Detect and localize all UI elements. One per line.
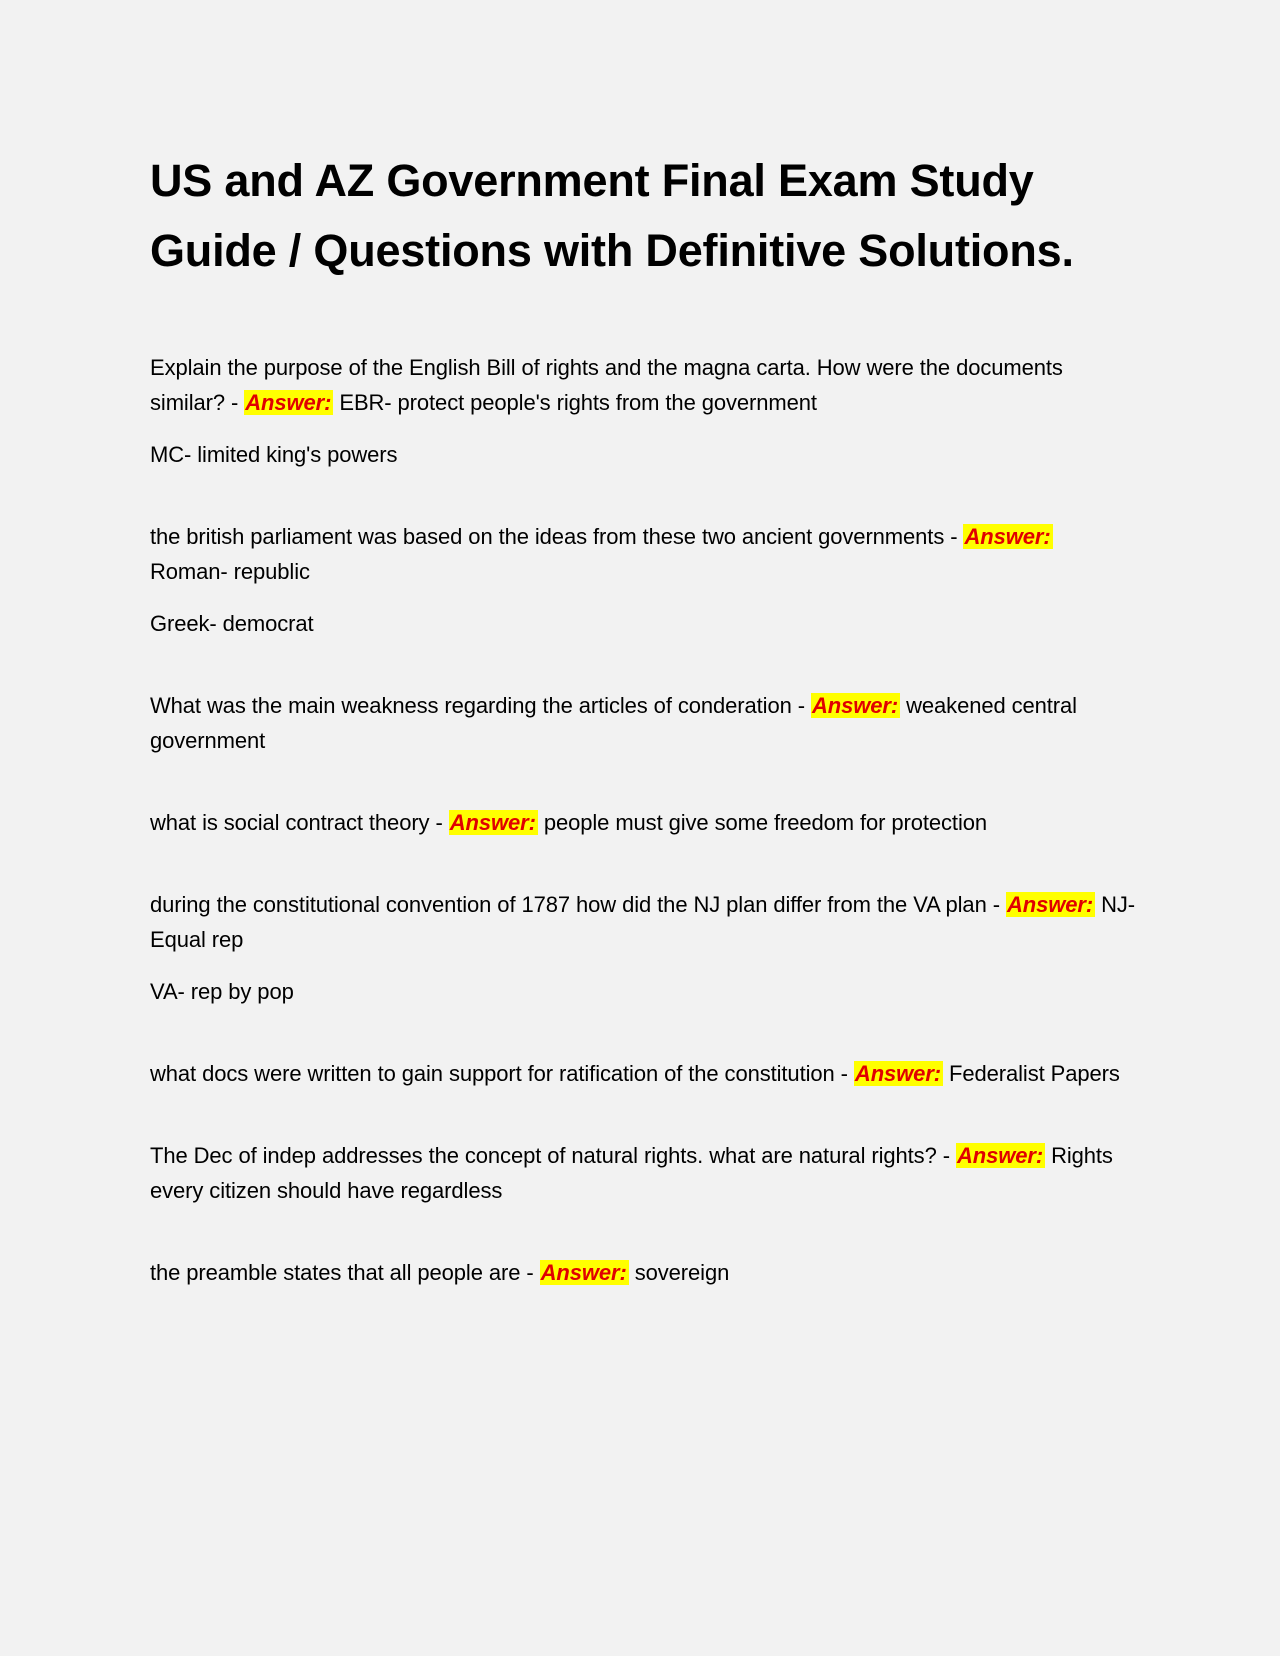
- answer-label: Answer:: [956, 1143, 1044, 1168]
- answer-text: people must give some freedom for protection: [543, 810, 988, 835]
- question-text: What was the main weakness regarding the articles of conderation -: [150, 693, 811, 718]
- qa-paragraph: [150, 887, 1135, 957]
- qa-paragraph: [150, 1056, 1135, 1091]
- answer-label: Answer:: [245, 390, 332, 415]
- qa-paragraph: [150, 1138, 1135, 1208]
- question-text: what docs were written to gain support for ratification of the constitution -: [150, 1061, 854, 1086]
- answer-text: EBR- protect people's rights from the government: [339, 390, 817, 415]
- qa-paragraph: [150, 805, 1135, 840]
- answer-text: Roman- republic: [150, 559, 310, 584]
- answer-text: NJ- Equal rep: [150, 892, 1136, 952]
- qa-item: [150, 519, 1135, 641]
- question-text: during the constitutional convention of 1787 how did the NJ plan differ from the VA plan -: [150, 892, 1006, 917]
- qa-item: [150, 350, 1135, 472]
- qa-paragraph: [150, 519, 1135, 589]
- question-text: Explain the purpose of the English Bill of rights and the magna carta. How were the documents similar? -: [150, 355, 1063, 415]
- answer-text: Rights every citizen should have regardless: [150, 1143, 1113, 1203]
- question-text: The Dec of indep addresses the concept of natural rights. what are natural rights? -: [150, 1143, 956, 1168]
- answer-continuation: VA- rep by pop: [150, 979, 294, 1004]
- qa-paragraph: [150, 350, 1135, 420]
- answer-text: sovereign: [634, 1260, 730, 1285]
- qa-paragraph: [150, 1255, 1135, 1290]
- question-text: what is social contract theory -: [150, 810, 449, 835]
- answer-label: Answer:: [854, 1061, 942, 1086]
- answer-label: Answer:: [449, 810, 536, 835]
- answer-continuation: Greek- democrat: [150, 611, 314, 636]
- qa-paragraph: [150, 688, 1135, 758]
- answer-label: Answer:: [811, 693, 899, 718]
- qa-list: [150, 350, 1135, 1290]
- qa-item: [150, 1056, 1135, 1091]
- question-text: the preamble states that all people are -: [150, 1260, 540, 1285]
- document-title: US and AZ Government Final Exam Study Guide / Questions with Definitive Solutions.: [150, 155, 1074, 276]
- qa-item: [150, 688, 1135, 758]
- qa-item: [150, 805, 1135, 840]
- answer-label: Answer:: [1006, 892, 1094, 917]
- answer-continuation: MC- limited king's powers: [150, 442, 398, 467]
- question-text: the british parliament was based on the ideas from these two ancient governments -: [150, 524, 964, 549]
- qa-item: [150, 1138, 1135, 1208]
- qa-item: [150, 887, 1135, 1009]
- answer-label: Answer:: [964, 524, 1051, 549]
- document-content: [150, 146, 1135, 1337]
- answer-label: Answer:: [540, 1260, 627, 1285]
- answer-text: Federalist Papers: [949, 1061, 1120, 1086]
- qa-item: [150, 1255, 1135, 1290]
- answer-text: weakened central government: [150, 693, 1077, 753]
